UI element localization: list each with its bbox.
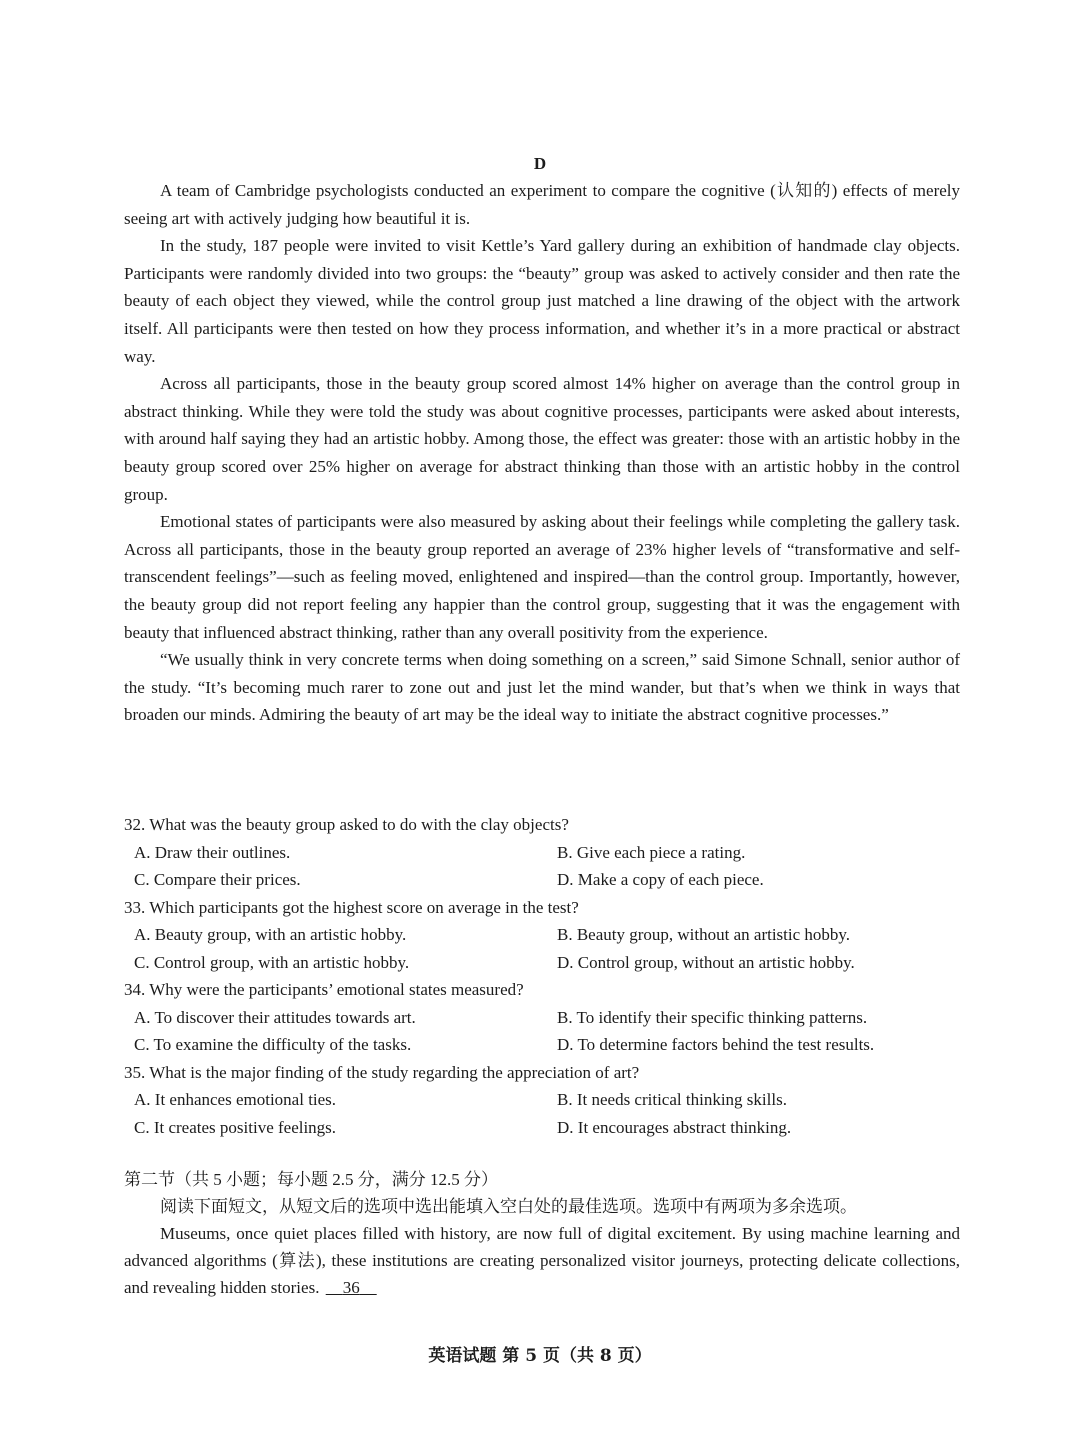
option-row <box>124 1004 960 1032</box>
part-two-paragraph-text: Museums, once quiet places filled with history, are now full of digital excitement. By using machine learning and advanced algorithms (算法), these institutions are creating personalized visitor journeys, protecting delicate collections, and revealing hidden stories. <box>124 1224 960 1297</box>
option-row <box>124 1114 960 1142</box>
option-b: B. To identify their specific thinking patterns. <box>557 1007 868 1027</box>
question-35 <box>124 1059 960 1142</box>
passage-paragraph: Emotional states of participants were also measured by asking about their feelings while completing the gallery task. Across all participants, those in the beauty group reported an average of 23% higher levels of “transformative and self-transcendent feelings”—such as feeling moved, enlightened and inspired—than the control group. Importantly, however, the beauty group did not report feeling any happier than the control group, suggesting that it was the engagement with beauty that influenced abstract thinking, rather than any overall positivity from the experience. <box>124 512 960 642</box>
option-a: A. To discover their attitudes towards art. <box>134 1007 416 1027</box>
part-two-header: 第二节（共 5 小题；每小题 2.5 分，满分 12.5 分） <box>124 1170 498 1189</box>
option-row <box>124 866 960 894</box>
option-row <box>124 1031 960 1059</box>
passage-paragraph: A team of Cambridge psychologists conducted an experiment to compare the cognitive (认知的) effects of merely seeing art with actively judging how beautiful it is. <box>124 181 960 228</box>
part-two-section <box>124 1166 960 1301</box>
section-heading: D <box>533 154 547 173</box>
passage-paragraph: “We usually think in very concrete terms when doing something on a screen,” said Simone Schnall, senior author of the study. “It’s becoming much rarer to zone out and just let the mind wander, but that’s when we think in ways that broaden our minds. Admiring the beauty of art may be the ideal way to initiate the abstract cognitive processes.” <box>124 650 960 725</box>
option-c: C. To examine the difficulty of the tasks. <box>134 1035 412 1054</box>
question-stem: 34. Why were the participants’ emotional states measured? <box>124 980 524 999</box>
question-34 <box>124 976 960 1059</box>
passage-paragraph: In the study, 187 people were invited to visit Kettle’s Yard gallery during an exhibition of handmade clay objects. Participants were randomly divided into two groups: the “beauty” group was asked to actively consider and then rate the beauty of each object they viewed, while the control group just matched a line drawing of the object with the artwork itself. All participants were then tested on how they process information, and whether it’s in a more practical or abstract way. <box>124 236 960 366</box>
option-row <box>124 949 960 977</box>
question-33 <box>124 894 960 977</box>
option-d: D. It encourages abstract thinking. <box>557 1117 792 1137</box>
option-row <box>124 921 960 949</box>
page-footer: 英语试题 第 5 页（共 8 页） <box>428 1346 652 1366</box>
question-stem: 35. What is the major finding of the study regarding the appreciation of art? <box>124 1062 640 1082</box>
option-b: B. Beauty group, without an artistic hobby. <box>557 925 851 944</box>
option-a: A. Draw their outlines. <box>134 842 291 862</box>
question-32 <box>124 811 960 894</box>
part-two-paragraph <box>124 1220 960 1301</box>
option-b: B. It needs critical thinking skills. <box>557 1090 787 1109</box>
question-stem: 32. What was the beauty group asked to do with the clay objects? <box>124 815 569 834</box>
option-c: C. Control group, with an artistic hobby. <box>134 952 410 972</box>
part-two-instruction: 阅读下面短文，从短文后的选项中选出能填入空白处的最佳选项。选项中有两项为多余选项。 <box>160 1197 857 1216</box>
passage-paragraph: Across all participants, those in the beauty group scored almost 14% higher on average than the control group in abstract thinking. While they were told the study was about cognitive processes, participants were asked about interests, with around half saying they had an artistic hobby. Among those, the effect was greater: those with an artistic hobby in the beauty group scored over 25% higher on average for abstract thinking than those with an artistic hobby in the control group. <box>124 374 960 504</box>
option-row <box>124 1086 960 1114</box>
option-a: A. It enhances emotional ties. <box>134 1090 337 1109</box>
reading-passage <box>124 177 960 729</box>
option-d: D. Control group, without an artistic hobby. <box>557 952 855 972</box>
option-a: A. Beauty group, with an artistic hobby. <box>134 925 407 944</box>
blank-number: 36 <box>342 1278 360 1297</box>
option-d: D. Make a copy of each piece. <box>557 870 764 889</box>
question-stem: 33. Which participants got the highest score on average in the test? <box>124 897 579 917</box>
answer-blank <box>324 1278 379 1297</box>
option-row <box>124 839 960 867</box>
option-c: C. It creates positive feelings. <box>134 1117 337 1137</box>
question-list <box>124 811 960 1141</box>
option-b: B. Give each piece a rating. <box>557 842 746 862</box>
option-c: C. Compare their prices. <box>134 870 301 889</box>
option-d: D. To determine factors behind the test results. <box>557 1035 875 1054</box>
